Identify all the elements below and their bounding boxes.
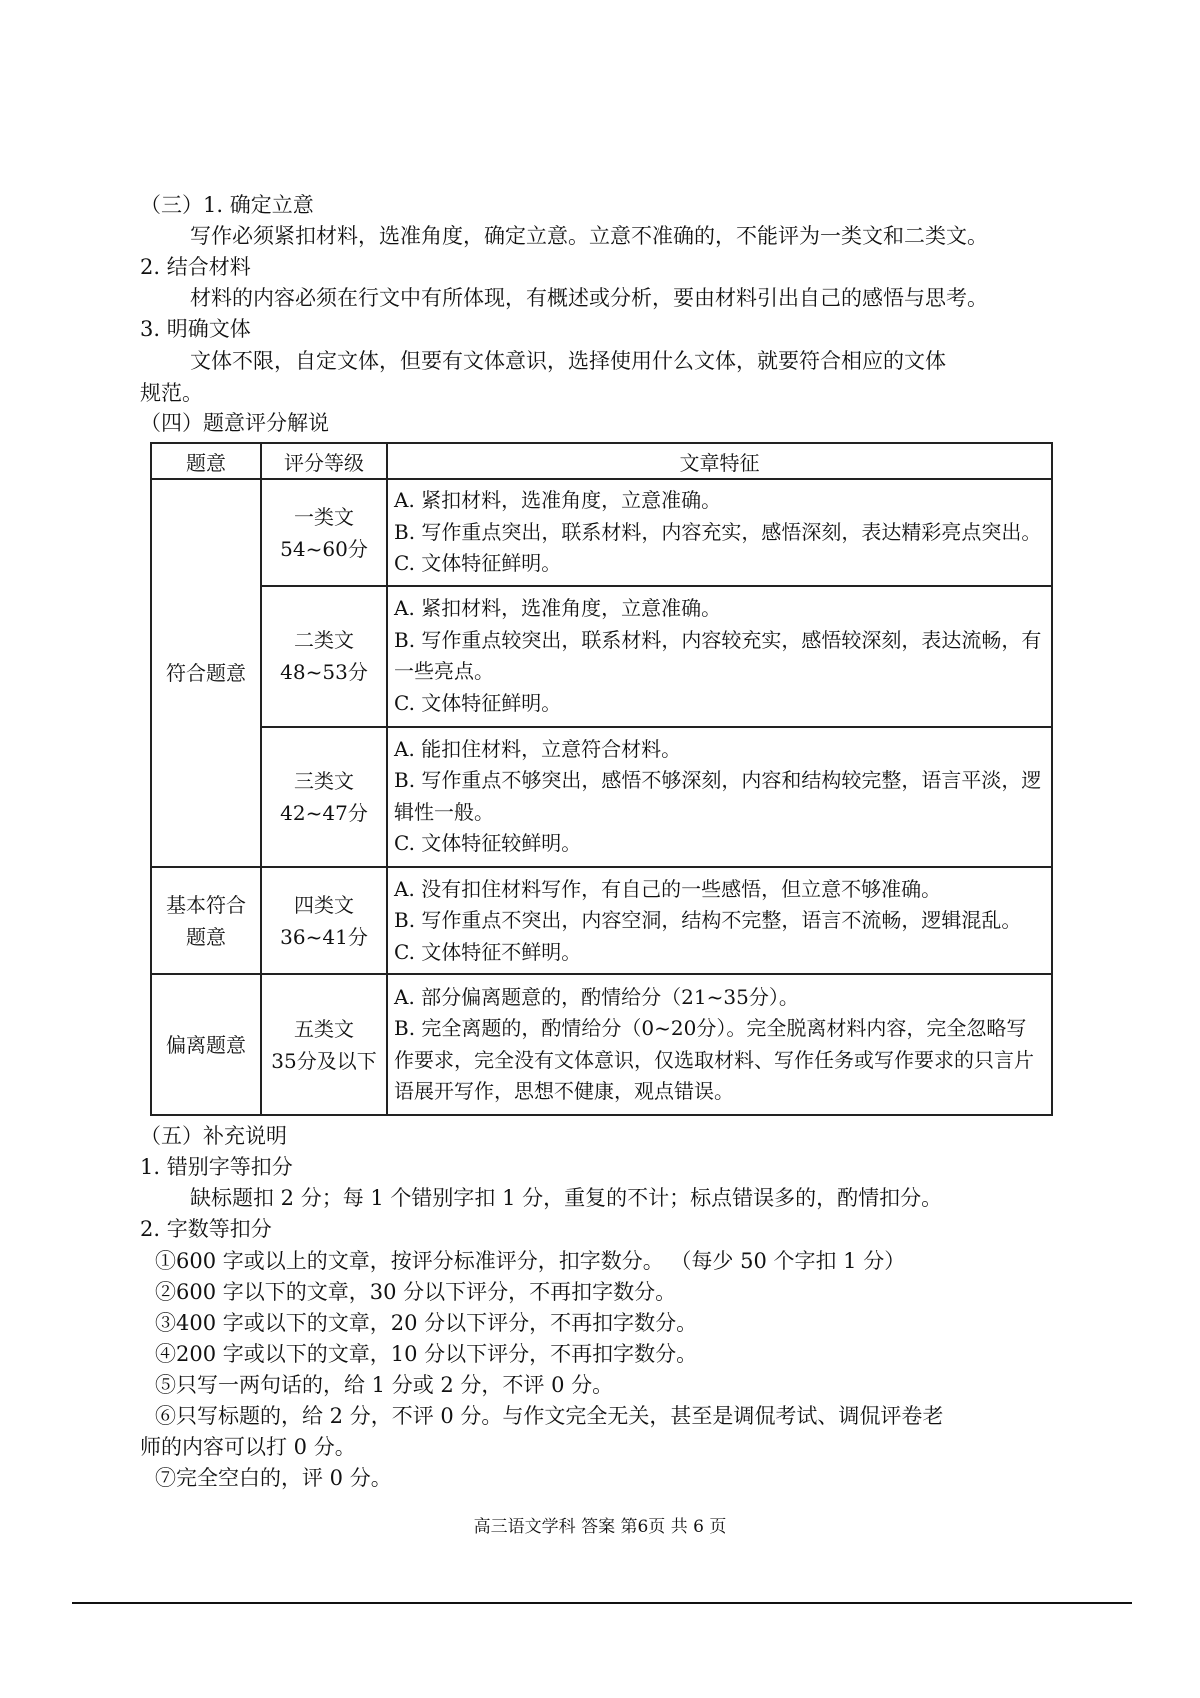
grade-score: 48~53分 — [280, 660, 368, 685]
feature-a: A. 部分偏离题意的，酌情给分（21~35分）。 — [394, 984, 799, 1009]
features-cell — [387, 867, 1052, 974]
rule-item: ④200 字或以下的文章，10 分以下评分，不再扣字数分。 — [155, 1342, 698, 1366]
bottom-divider — [72, 1602, 1132, 1604]
section3-subheading-2: 2. 结合材料 — [140, 255, 251, 279]
table-row — [151, 727, 1052, 868]
rule-item: ③400 字或以下的文章，20 分以下评分，不再扣字数分。 — [155, 1311, 698, 1335]
feature-a: A. 紧扣材料，选准角度，立意准确。 — [394, 596, 722, 621]
grade-score: 35分及以下 — [271, 1048, 377, 1073]
grade-cell — [261, 479, 387, 586]
grade-cell — [261, 867, 387, 974]
grade-name: 一类文 — [294, 504, 354, 529]
grade-cell — [261, 727, 387, 868]
features-cell — [387, 586, 1052, 727]
feature-b: B. 完全离题的，酌情给分（0~20分）。完全脱离材料内容，完全忽略写作要求，完全没有文体意识，仅选取材料、写作任务或写作要求的只言片语展开写作，思想不健康，观点错误。 — [394, 1016, 1034, 1104]
intent-label-line2: 题意 — [186, 924, 226, 949]
intent-cell-off — [151, 974, 261, 1115]
rule-item-continuation: 师的内容可以打 0 分。 — [140, 1435, 356, 1459]
header-features: 文章特征 — [387, 443, 1052, 479]
section3-heading: （三）1. 确定立意 — [140, 193, 314, 217]
section4-heading: （四）题意评分解说 — [140, 411, 329, 435]
grade-cell — [261, 586, 387, 727]
intent-cell-basic — [151, 867, 261, 974]
features-cell — [387, 479, 1052, 586]
grade-score: 42~47分 — [280, 800, 368, 825]
grade-name: 二类文 — [294, 628, 354, 653]
grade-name: 三类文 — [294, 768, 354, 793]
table-row — [151, 974, 1052, 1115]
grade-name: 五类文 — [294, 1016, 354, 1041]
rule-item: ⑦完全空白的，评 0 分。 — [155, 1466, 392, 1490]
intent-label: 偏离题意 — [166, 1032, 246, 1057]
intent-label: 符合题意 — [166, 661, 246, 686]
header-intent: 题意 — [151, 443, 261, 479]
table-row — [151, 479, 1052, 586]
grading-table — [150, 442, 1053, 1116]
feature-a: A. 能扣住材料，立意符合材料。 — [394, 736, 682, 761]
grade-score: 36~41分 — [280, 924, 368, 949]
table-row — [151, 867, 1052, 974]
section3-paragraph-2: 材料的内容必须在行文中有所体现，有概述或分析，要由材料引出自己的感悟与思考。 — [190, 286, 988, 310]
feature-b: B. 写作重点突出，联系材料，内容充实，感悟深刻，表达精彩亮点突出。 — [394, 519, 1042, 544]
feature-c: C. 文体特征鲜明。 — [394, 690, 562, 715]
feature-b: B. 写作重点较突出，联系材料，内容较充实，感悟较深刻，表达流畅，有一些亮点。 — [394, 627, 1042, 684]
section5-heading: （五）补充说明 — [140, 1124, 287, 1148]
feature-b: B. 写作重点不突出，内容空洞，结构不完整，语言不流畅，逻辑混乱。 — [394, 908, 1022, 933]
section3-paragraph-1: 写作必须紧扣材料，选准角度，确定立意。立意不准确的，不能评为一类文和二类文。 — [190, 224, 988, 248]
section3-paragraph-3a: 文体不限，自定文体，但要有文体意识，选择使用什么文体，就要符合相应的文体 — [190, 349, 946, 373]
grade-score: 54~60分 — [280, 536, 368, 561]
rule-item: ①600 字或以上的文章，按评分标准评分，扣字数分。 （每少 50 个字扣 1 分） — [155, 1249, 906, 1273]
intent-cell-fit — [151, 479, 261, 867]
page-footer: 高三语文学科 答案 第6页 共 6 页 — [473, 1517, 727, 1537]
feature-c: C. 文体特征鲜明。 — [394, 551, 562, 576]
rule-item: ⑤只写一两句话的，给 1 分或 2 分，不评 0 分。 — [155, 1373, 614, 1397]
rule-item: ⑥只写标题的，给 2 分，不评 0 分。与作文完全无关，甚至是调侃考试、调侃评卷老 — [155, 1404, 944, 1428]
features-cell — [387, 974, 1052, 1115]
section3-subheading-3: 3. 明确文体 — [140, 317, 251, 341]
section5-subheading-1: 1. 错别字等扣分 — [140, 1155, 293, 1179]
feature-c: C. 文体特征不鲜明。 — [394, 939, 582, 964]
header-grade: 评分等级 — [261, 443, 387, 479]
table-header-row — [151, 443, 1052, 479]
section5-subheading-2: 2. 字数等扣分 — [140, 1217, 272, 1241]
feature-b: B. 写作重点不够突出，感悟不够深刻，内容和结构较完整，语言平淡，逻辑性一般。 — [394, 768, 1042, 824]
grade-cell — [261, 974, 387, 1115]
grade-name: 四类文 — [294, 892, 354, 917]
section3-paragraph-3b: 规范。 — [140, 381, 203, 405]
features-cell — [387, 727, 1052, 868]
section5-paragraph-1: 缺标题扣 2 分；每 1 个错别字扣 1 分，重复的不计；标点错误多的，酌情扣分。 — [190, 1186, 943, 1210]
feature-a: A. 没有扣住材料写作，有自己的一些感悟，但立意不够准确。 — [394, 876, 942, 901]
feature-a: A. 紧扣材料，选准角度，立意准确。 — [394, 488, 722, 513]
feature-c: C. 文体特征较鲜明。 — [394, 831, 582, 856]
rule-item: ②600 字以下的文章，30 分以下评分，不再扣字数分。 — [155, 1280, 677, 1304]
intent-label-line1: 基本符合 — [166, 892, 246, 917]
table-row — [151, 586, 1052, 727]
